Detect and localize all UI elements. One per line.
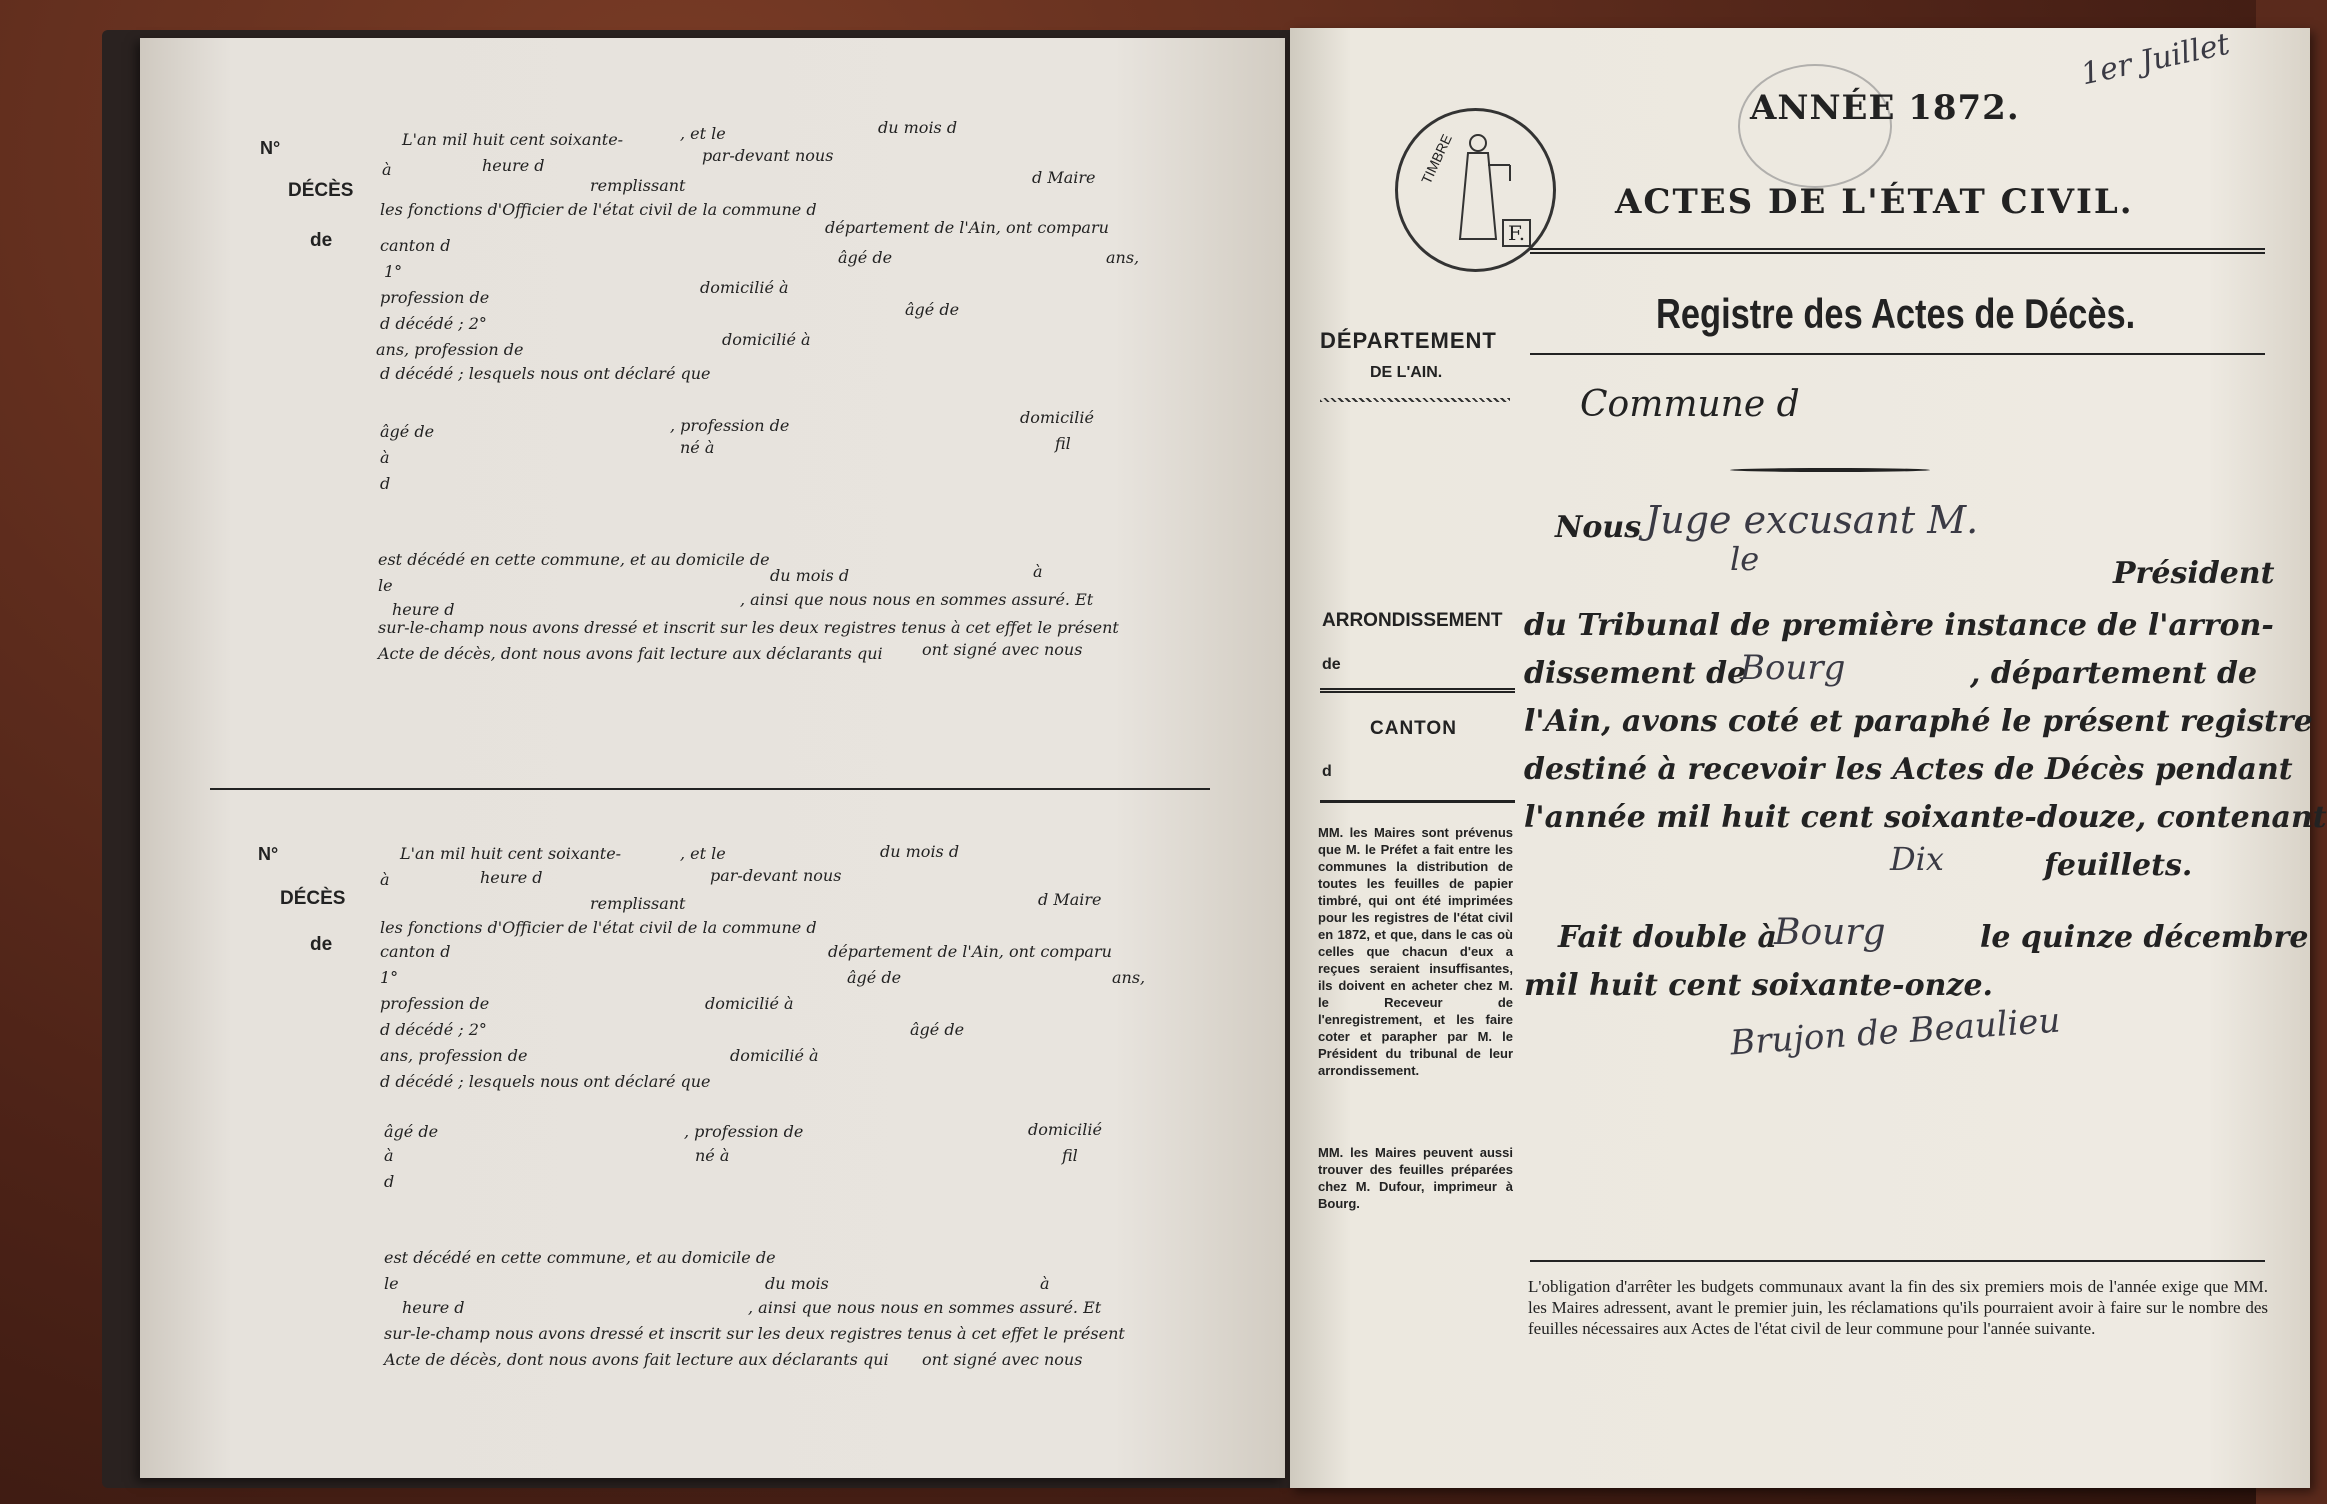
form-text: à xyxy=(380,870,390,889)
arrondissement-de: de xyxy=(1322,656,1341,673)
form-text: département de l'Ain, ont comparu xyxy=(825,218,1109,237)
form-text: âgé de xyxy=(847,968,902,987)
act-number-label: N° xyxy=(260,138,281,158)
form-text: canton d xyxy=(380,942,451,961)
stamp-text: TIMBRE xyxy=(1418,131,1455,187)
handwritten-date: 1er Juillet xyxy=(2078,26,2233,93)
form-text: d xyxy=(380,474,391,493)
departement-label: DÉPARTEMENT xyxy=(1320,328,1497,353)
form-text: du mois xyxy=(765,1274,829,1293)
bourg-handwritten: Bourg xyxy=(1740,648,1846,688)
para-line-4: destiné à recevoir les Actes de Décès pendant xyxy=(1524,752,2293,787)
act-number-label: N° xyxy=(258,844,279,864)
form-text: domicilié à xyxy=(730,1046,819,1065)
form-text: né à xyxy=(695,1146,730,1165)
form-text: le xyxy=(378,576,393,595)
form-text: domicilié xyxy=(1020,408,1094,427)
commune-label: Commune d xyxy=(1580,384,1800,425)
form-text: canton d xyxy=(380,236,451,255)
footer-rule xyxy=(1530,1260,2265,1262)
canton-rule xyxy=(1320,800,1515,803)
death-act-form-2 xyxy=(140,738,1285,1438)
president-text: Président xyxy=(2113,556,2275,591)
de-label: de xyxy=(310,934,333,955)
nous-label: Nous xyxy=(1555,510,1642,545)
para-line-5: l'année mil huit cent soixante-douze, contenant xyxy=(1524,800,2327,835)
form-text: 1° xyxy=(380,968,399,987)
form-text: âgé de xyxy=(384,1122,439,1141)
para-line-1: du Tribunal de première instance de l'arron- xyxy=(1524,608,2274,643)
year-heading: ANNÉE 1872. xyxy=(1750,88,2020,128)
deces-label: DÉCÈS xyxy=(280,888,346,909)
form-text: âgé de xyxy=(380,422,435,441)
dix-handwritten: Dix xyxy=(1890,840,1944,878)
side-note-2-text: MM. les Maires peuvent aussi trouver des feuilles préparées chez M. Dufour, imprimeur à Bourg. xyxy=(1318,1145,1513,1211)
ornament-rule xyxy=(1730,468,1930,472)
canton-d: d xyxy=(1322,763,1332,780)
canton-label: CANTON xyxy=(1370,718,1457,739)
form-text: , profession de xyxy=(684,1122,804,1141)
feuillets-text: feuillets. xyxy=(2044,848,2193,883)
form-text: remplissant xyxy=(590,176,686,195)
nous-handwritten: Juge excusant M. xyxy=(1645,498,1979,542)
death-act-form-1 xyxy=(140,38,1285,778)
dept-wavy-rule xyxy=(1320,398,1510,402)
para-line-2b: , département de xyxy=(1970,656,2258,691)
form-text: fil xyxy=(1055,434,1071,453)
side-note-2 xyxy=(1318,1144,1513,1212)
left-page xyxy=(140,38,1285,1478)
fait-double-text: Fait double à xyxy=(1558,920,1777,955)
form-text: 1° xyxy=(384,262,403,281)
form-text: , et le xyxy=(680,844,726,863)
form-text: à xyxy=(384,1146,394,1165)
de-label: de xyxy=(310,230,333,251)
form-text: né à xyxy=(680,438,715,457)
form-text: les fonctions d'Officier de l'état civil de la commune d xyxy=(380,918,817,937)
departement-sub: DE L'AIN. xyxy=(1370,364,1443,381)
form-text: , profession de xyxy=(670,416,790,435)
form-text: domicilié à xyxy=(700,278,789,297)
form-text: heure d xyxy=(392,600,455,619)
form-text: est décédé en cette commune, et au domicile de xyxy=(384,1248,776,1267)
form-text: ont signé avec nous xyxy=(922,1350,1083,1369)
president-signature: Brujon de Beaulieu xyxy=(1729,1000,2062,1064)
form-text: âgé de xyxy=(838,248,893,267)
fait-bourg-handwritten: Bourg xyxy=(1774,912,1886,953)
side-note-1-text: MM. les Maires sont prévenus que M. le Préfet a fait entre les communes la distribution de toutes les feuilles de papier timbré, qui ont été imprimées pour les registres de l'état civil en 1872, et que, dans le cas où celles que chacun d'eux a reçues seraient insuffisantes, ils doivent en acheter chez M. le Receveur de l'enregistrement, et les faire coter et parapher par M. le Président du tribunal de leur arrondissement. xyxy=(1318,825,1513,1078)
arrondissement-label: ARRONDISSEMENT xyxy=(1322,610,1503,631)
para-line-3: l'Ain, avons coté et paraphé le présent registre xyxy=(1524,704,2313,739)
register-title: Registre des Actes de Décès. xyxy=(1656,290,2136,337)
form-text: d décédé ; lesquels nous ont déclaré que xyxy=(380,364,711,383)
form-text: du mois d xyxy=(878,118,958,137)
form-text: âgé de xyxy=(905,300,960,319)
form-text: à xyxy=(380,448,390,467)
right-page xyxy=(1290,26,2327,1488)
form-text: , et le xyxy=(680,124,726,143)
title-rule xyxy=(1530,353,2265,355)
form-text: domicilié à xyxy=(722,330,811,349)
form-text: ans, xyxy=(1112,968,1146,987)
form-text: ont signé avec nous xyxy=(922,640,1083,659)
form-text: Acte de décès, dont nous avons fait lecture aux déclarants qui xyxy=(378,644,883,663)
form-text: âgé de xyxy=(910,1020,965,1039)
para-line-2a: dissement de xyxy=(1524,656,1747,691)
form-text: à xyxy=(1033,562,1043,581)
form-text: les fonctions d'Officier de l'état civil de la commune d xyxy=(380,200,817,219)
form-text: d Maire xyxy=(1038,890,1102,909)
form-text: d décédé ; 2° xyxy=(380,314,487,333)
form-text: heure d xyxy=(402,1298,465,1317)
form-text: d décédé ; 2° xyxy=(380,1020,487,1039)
form-text: est décédé en cette commune, et au domicile de xyxy=(378,550,770,569)
form-text: du mois d xyxy=(880,842,960,861)
form-text: d Maire xyxy=(1032,168,1096,187)
form-text: domicilié à xyxy=(705,994,794,1013)
form-text: profession de xyxy=(380,994,490,1013)
form-text: d décédé ; lesquels nous ont déclaré que xyxy=(380,1072,711,1091)
heading-rule xyxy=(1530,248,2265,254)
deces-label: DÉCÈS xyxy=(288,180,354,201)
form-text: Acte de décès, dont nous avons fait lecture aux déclarants qui xyxy=(384,1350,889,1369)
form-text: ans, xyxy=(1106,248,1140,267)
form-text: ans, profession de xyxy=(376,340,524,359)
form-text: le xyxy=(384,1274,399,1293)
form-text: département de l'Ain, ont comparu xyxy=(828,942,1112,961)
form-text: d xyxy=(384,1172,395,1191)
form-text: à xyxy=(1040,1274,1050,1293)
stamp-letter: F. xyxy=(1502,219,1531,247)
form-text: L'an mil huit cent soixante- xyxy=(400,844,622,863)
form-text: sur-le-champ nous avons dressé et inscrit sur les deux registres tenus à cet effet le présent xyxy=(384,1324,1125,1343)
form-text: profession de xyxy=(380,288,490,307)
form-text: heure d xyxy=(480,868,543,887)
form-text: à xyxy=(382,160,392,179)
form-text: sur-le-champ nous avons dressé et inscrit sur les deux registres tenus à cet effet le présent xyxy=(378,618,1119,637)
nous-handwritten-2: le xyxy=(1730,540,1760,578)
form-text: par-devant nous xyxy=(702,146,834,165)
form-text: heure d xyxy=(482,156,545,175)
footer-note-text: L'obligation d'arrêter les budgets communaux avant la fin des six premiers mois de l'année exige que MM. les Maires adressent, avant le premier juin, les réclamations qu'ils pourraient avoir à faire sur le nombre des feuilles nécessaires aux Actes de l'état civil de leur commune pour l'année suivante. xyxy=(1528,1277,2268,1338)
footer-note xyxy=(1528,1276,2268,1339)
form-text: du mois d xyxy=(770,566,850,585)
form-text: , ainsi que nous nous en sommes assuré. Et xyxy=(748,1298,1102,1317)
arr-rule xyxy=(1320,688,1515,693)
form-text: , ainsi que nous nous en sommes assuré. Et xyxy=(740,590,1094,609)
form-text: L'an mil huit cent soixante- xyxy=(402,130,624,149)
form-text: par-devant nous xyxy=(710,866,842,885)
form-text: fil xyxy=(1062,1146,1078,1165)
register-book xyxy=(110,18,2327,1488)
side-note-1 xyxy=(1318,824,1513,1079)
form-text: domicilié xyxy=(1028,1120,1102,1139)
form-text: remplissant xyxy=(590,894,686,913)
acts-heading: ACTES DE L'ÉTAT CIVIL. xyxy=(1615,182,2134,222)
fait-date-text: le quinze décembre xyxy=(1980,920,2309,955)
fait-year-text: mil huit cent soixante-onze. xyxy=(1524,968,1993,1003)
form-text: ans, profession de xyxy=(380,1046,528,1065)
